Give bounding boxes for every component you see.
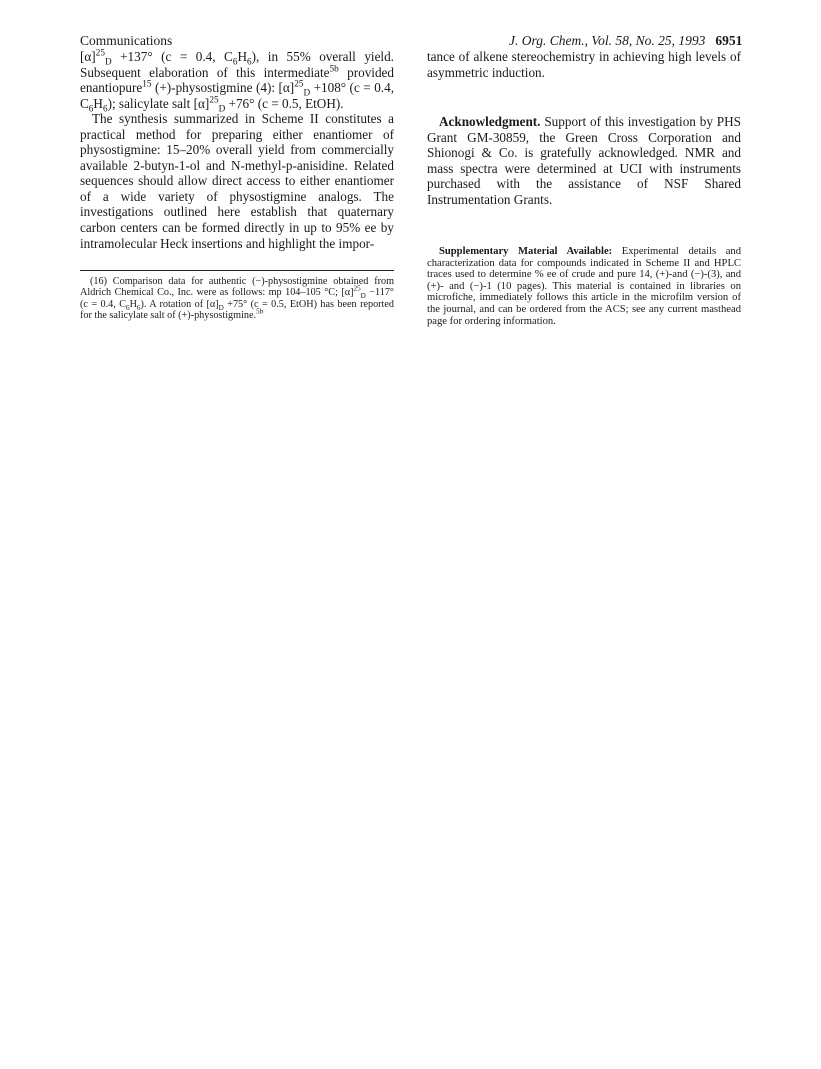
acknowledgment-paragraph [427,114,741,207]
subscript: 6 [246,56,252,67]
text-run: ). A rotation of [α] [140,298,219,310]
acknowledgment-text: Support of this investigation by PHS Grant GM-30859, the Green Cross Corporation and Shionogi & Co. is gratefully acknowledged. NMR and mass spectra were determined at UCI with instruments purchased with the assistance of NSF Shared Instrumentation Grants. [427,114,741,207]
text-run: (+)-physostigmine (4): [α] [151,80,295,96]
subscript: D [104,56,112,67]
subscript: D [218,303,224,312]
subscript: 6 [126,303,130,312]
text-run: +108° (c = 0.4, C [80,80,394,111]
acknowledgment-heading: Acknowledgment. [439,114,541,129]
journal-citation: J. Org. Chem., Vol. 58, No. 25, 1993 [509,33,706,48]
subscript: 6 [88,103,94,114]
subscript: 6 [102,103,108,114]
running-header-journal [509,33,742,49]
subscript: D [303,87,311,98]
footnote-16 [80,276,394,322]
subscript: D [218,103,226,114]
superscript: 5b [329,63,339,74]
left-column [80,49,394,251]
text-run: provided enantiopure [80,64,394,96]
subscript: 6 [232,56,238,67]
supplementary-text: Experimental details and characterization data for compounds indicated in Scheme II and HPLC traces used to determine % ee of crude and pure 14, (+)-and (−)-(3), and (+)- and (−)-1 (10 pages). This material is contained in libraries on microfiche, immediately follows this article in the microfilm version of the journal, and can be ordered from the ACS; see any current masthead page for ordering information. [427,246,741,327]
text-run: (16) Comparison data for authentic (−)-physostigmine obtained from Aldrich Chemical Co., Inc. were as follows: mp 104–105 °C; [α] [80,276,394,299]
footnote-text [80,276,394,322]
paragraph-optical-rotation [80,47,394,114]
text-run: +137° (c = 0.4, C [111,49,233,64]
text-run: ); salicylate salt [α] [107,95,210,111]
superscript: 15 [142,78,152,89]
paragraph-continuation: tance of alkene stereochemistry in achieving high levels of asymmetric induction. [427,49,741,80]
text-run: H [129,298,137,310]
text-run: ), in 55% overall yield. Subsequent elaboration of this intermediate [80,49,394,80]
right-column [427,49,741,80]
subscript: D [360,292,366,301]
text-run: −117° (c = 0.4, C [80,287,394,310]
superscript: 25 [294,78,304,89]
supplementary-paragraph [427,246,741,327]
text-run: [α] [80,49,96,64]
supplementary-heading: Supplementary Material Available: [439,246,613,257]
text-run: +76° (c = 0.5, EtOH). [225,95,344,111]
page-number: 6951 [715,33,743,48]
superscript: 5b [256,307,264,316]
text-run: H [93,95,103,111]
running-header-section: Communications [80,33,173,48]
acknowledgment-section [427,114,741,207]
superscript: 25 [353,285,361,294]
footnote-divider [80,270,394,271]
text-run: +75° (c = 0.5, EtOH) has been reported for the salicylate salt of (+)-physostigmine. [80,298,395,322]
subscript: 6 [136,303,141,312]
superscript: 25 [209,94,219,105]
supplementary-material-section [427,246,741,327]
superscript: 25 [95,47,105,58]
text-run: H [237,49,247,64]
paragraph-synthesis-summary: The synthesis summarized in Scheme II constitutes a practical method for preparing either enantiomer of physostigmine: 15–20% overall yield from commercially available 2-butyn-1-ol and N-methyl-p-anisidine. Related sequences should allow direct access to either enantiomer of a wide variety of physostigmine analogs. The investigations outlined here establish that quaternary carbon centers can be formed directly in up to 95% ee by intramolecular Heck insertions and highlight the impor- [80,111,394,251]
